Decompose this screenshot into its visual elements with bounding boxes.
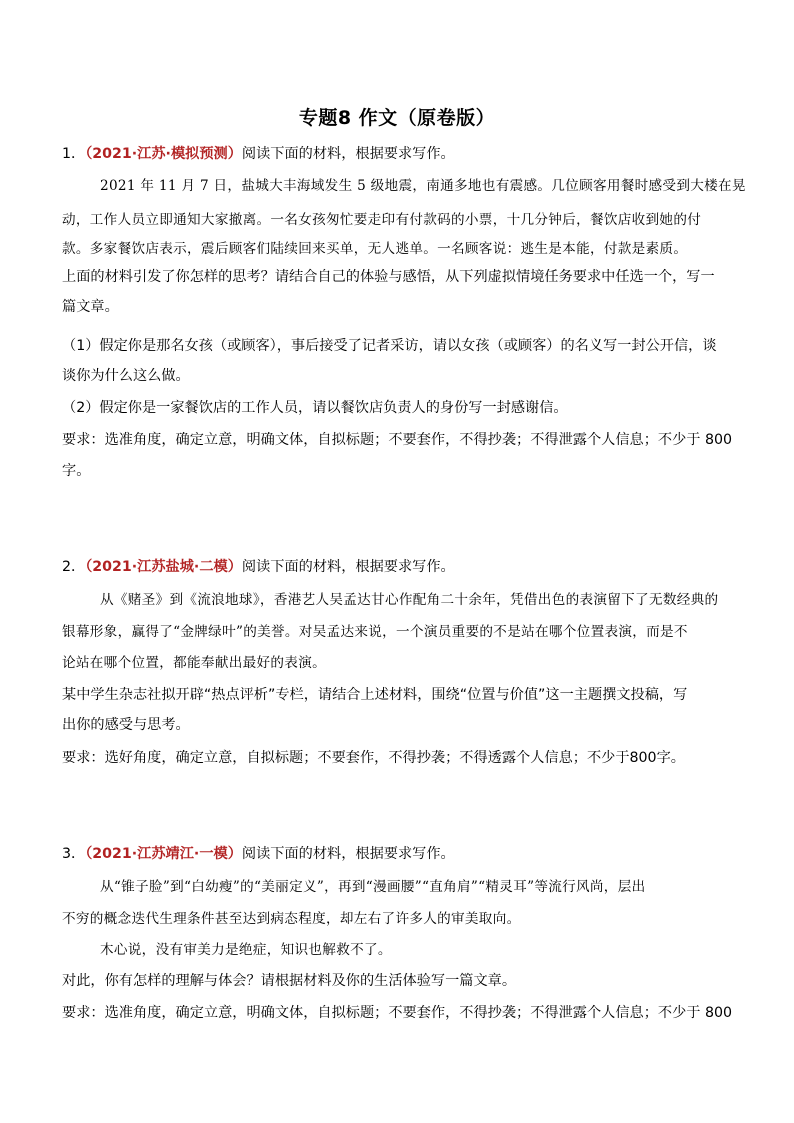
- q2-number: 2．: [62, 559, 86, 575]
- q1-requirement-line: 字。: [62, 463, 91, 479]
- q2-material-line: 银幕形象，赢得了“金牌绿叶”的美誉。对吴孟达来说，一个演员重要的不是站在哪个位置表演，而是不: [62, 624, 688, 640]
- q1-number: 1．: [62, 146, 86, 162]
- q1-material-line: 2021 年 11 月 7 日，盐城大丰海域发生 5 级地震，南通多地也有震感。几位顾客用餐时感受到大楼在晃: [100, 178, 746, 194]
- q3-material-line: 从“锥子脸”到“白幼瘦”的“美丽定义”，再到“漫画腰”“直角肩”“精灵耳”等流行风尚，层出: [100, 879, 646, 895]
- q3-requirement-line: 要求：选准角度，确定立意，明确文体，自拟标题；不要套作，不得抄袭；不得泄露个人信息；不少于 800: [62, 1005, 733, 1021]
- q1-header: [62, 144, 742, 164]
- q2-header: [62, 557, 742, 577]
- q3-prompt-line: 对此，你有怎样的理解与体会？请根据材料及你的生活体验写一篇文章。: [62, 973, 517, 989]
- page-title: 专题8 作文（原卷版）: [298, 107, 496, 129]
- q3-material-line: 木心说，没有审美力是绝症，知识也解救不了。: [100, 942, 392, 958]
- q2-material-line: 论站在哪个位置，都能奉献出最好的表演。: [62, 655, 326, 671]
- q2-prompt-line: 出你的感受与思考。: [62, 717, 190, 733]
- q3-instruction: 阅读下面的材料，根据要求写作。: [241, 846, 455, 862]
- q1-option-line: （1）假定你是那名女孩（或顾客），事后接受了记者采访，请以女孩（或顾客）的名义写一封公开信，谈: [62, 338, 717, 354]
- q2-requirement-line: 要求：选好角度，确定立意，自拟标题；不要套作，不得抄袭；不得透露个人信息；不少于800字。: [62, 750, 685, 766]
- q3-source: （2021·江苏靖江·一模）: [85, 846, 242, 862]
- q1-requirement-line: 要求：选准角度，确定立意，明确文体，自拟标题；不要套作，不得抄袭；不得泄露个人信息；不少于 800: [62, 432, 733, 448]
- q3-material-line: 不穷的概念迭代生理条件甚至达到病态程度，却左右了许多人的审美取向。: [62, 911, 521, 927]
- q1-material-line: 款。多家餐饮店表示，震后顾客们陆续回来买单，无人逃单。一名顾客说：逃生是本能，付款是素质。: [62, 241, 688, 257]
- q1-option-line: （2）假定你是一家餐饮店的工作人员，请以餐饮店负责人的身份写一封感谢信。: [62, 400, 568, 416]
- q1-material-line: 动，工作人员立即通知大家撤离。一名女孩匆忙要走印有付款码的小票，十几分钟后，餐饮店收到她的付: [62, 212, 702, 228]
- q2-instruction: 阅读下面的材料，根据要求写作。: [241, 559, 455, 575]
- q2-material-line: 从《赌圣》到《流浪地球》，香港艺人吴孟达甘心作配角二十余年，凭借出色的表演留下了无数经典的: [100, 592, 719, 608]
- q3-number: 3．: [62, 846, 86, 862]
- q1-prompt-line: 上面的材料引发了你怎样的思考？请结合自己的体验与感悟，从下列虚拟情境任务要求中任选一个，写一: [62, 269, 715, 285]
- q2-prompt-line: 某中学生杂志社拟开辟“热点评析”专栏，请结合上述材料，围绕“位置与价值”这一主题撰文投稿，写: [62, 687, 688, 703]
- q3-header: [62, 844, 742, 864]
- q2-source: （2021·江苏盐城·二模）: [85, 559, 242, 575]
- q1-prompt-line: 篇文章。: [62, 299, 119, 315]
- q1-source: （2021·江苏·模拟预测）: [85, 146, 242, 162]
- q1-instruction: 阅读下面的材料，根据要求写作。: [241, 146, 455, 162]
- q1-option-line: 谈你为什么这么做。: [62, 368, 190, 384]
